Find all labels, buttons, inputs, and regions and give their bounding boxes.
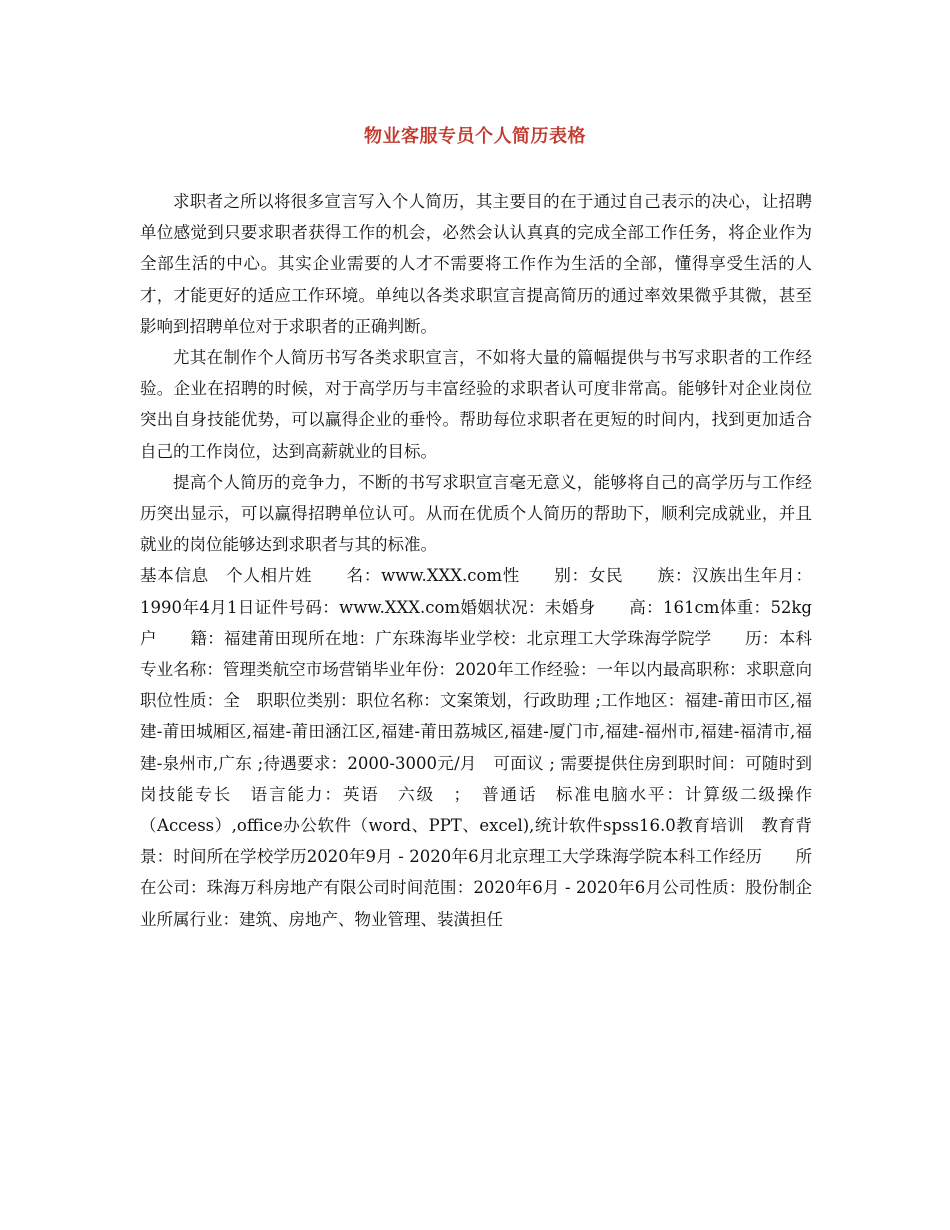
resume-details: 基本信息 个人相片姓 名：www.XXX.com性 别：女民 族：汉族出生年月：1990年4月1日证件号码：www.XXX.com婚姻状况：未婚身 高：161cm体重：52kg户 籍：福建莆田现所在地：广东珠海毕业学校：北京理工大学珠海学院学 历：本科专业名称：管理类航空市场营销毕业年份：2020年工作经验：一年以内最高职称：求职意向 职位性质：全 职职位类别：职位名称：文案策划，行政助理 ;工作地区：福建-莆田市区,福建-莆田城厢区,福建-莆田涵江区,福建-莆田荔城区,福建-厦门市,福建-福州市,福建-福清市,福建-泉州市,广东 ;待遇要求：2000-3000元/月 可面议 ; 需要提供住房到职时间：可随时到岗技能专长 语言能力：英语 六级 ； 普通话 标准电脑水平：计算级二级操作（Access）,office办公软件（word、PPT、excel),统计软件spss16.0教育培训 教育背景：时间所在学校学历2020年9月 - 2020年6月北京理工大学珠海学院本科工作经历 所在公司：珠海万科房地产有限公司时间范围：2020年6月 - 2020年6月公司性质：股份制企业所属行业：建筑、房地产、物业管理、装潢担任 xyxy=(140,566,829,929)
paragraph-2: 尤其在制作个人简历书写各类求职宣言，不如将大量的篇幅提供与书写求职者的工作经验。企业在招聘的时候，对于高学历与丰富经验的求职者认可度非常高。能够针对企业岗位突出自身技能优势，可以赢得企业的垂怜。帮助每位求职者在更短的时间内，找到更加适合自己的工作岗位，达到高薪就业的目标。 xyxy=(140,348,812,461)
document-title: 物业客服专员个人简历表格 xyxy=(364,126,586,147)
paragraph-3: 提高个人简历的竞争力，不断的书写求职宣言毫无意义，能够将自己的高学历与工作经历突出显示，可以赢得招聘单位认可。从而在优质个人简历的帮助下，顺利完成就业，并且就业的岗位能够达到求职者与其的标准。 xyxy=(140,472,812,555)
document-body xyxy=(140,186,829,935)
paragraph-1: 求职者之所以将很多宣言写入个人简历，其主要目的在于通过自己表示的决心，让招聘单位感觉到只要求职者获得工作的机会，必然会认认真真的完成全部工作任务，将企业作为全部生活的中心。其实企业需要的人才不需要将工作作为生活的全部，懂得享受生活的人才，才能更好的适应工作环境。单纯以各类求职宣言提高简历的通过率效果微乎其微，甚至影响到招聘单位对于求职者的正确判断。 xyxy=(140,192,812,336)
